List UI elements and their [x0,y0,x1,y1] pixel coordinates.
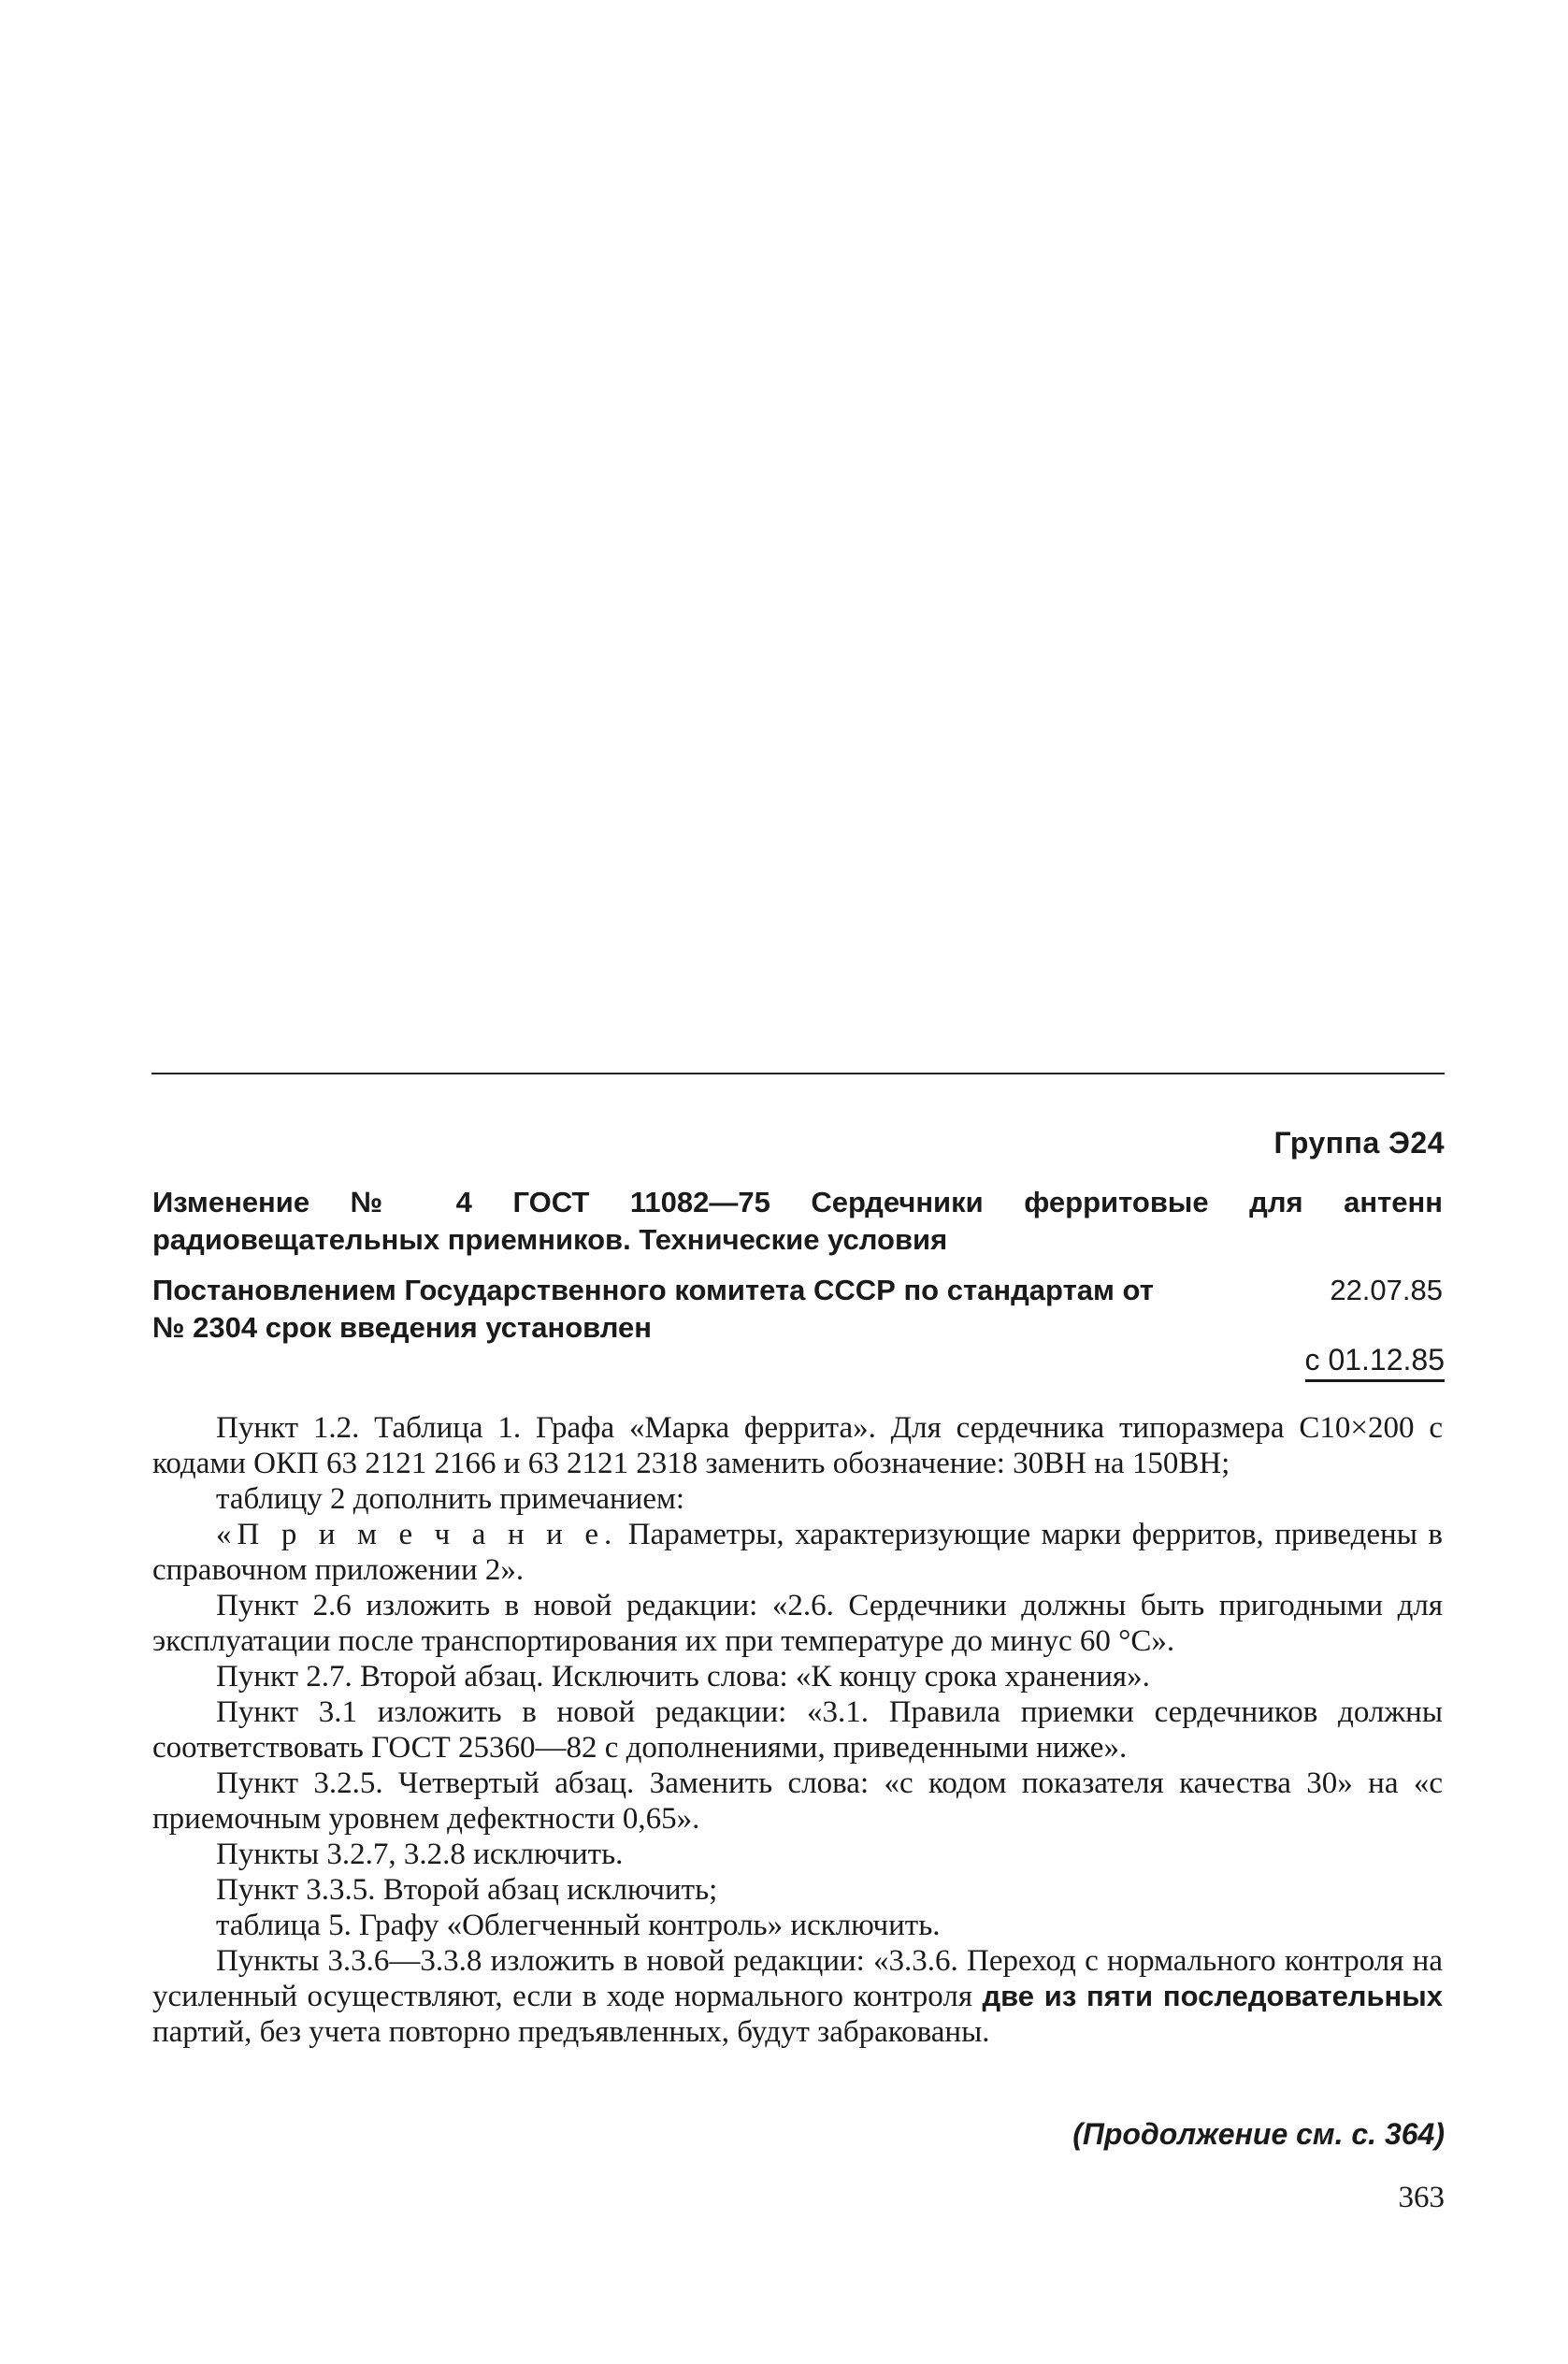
decree-date: 22.07.85 [1330,1274,1443,1306]
paragraph-7: Пункт 3.2.5. Четвертый абзац. Заменить слова: «с кодом показателя качества 30» на «с приемочным уровнем дефектности 0,65». [152,1766,1443,1836]
note-lead: «П р и м е ч а н и е. [216,1518,618,1551]
effective-date: с 01.12.85 [1305,1343,1445,1382]
paragraph-10: таблица 5. Графу «Облегченный контроль» исключить. [216,1909,941,1942]
decree-number-line: № 2304 срок введения установлен [152,1311,653,1344]
continuation-note: (Продолжение см. с. 364) [1072,2117,1445,2151]
decree-block [152,1272,1443,1347]
paragraph-9: Пункт 3.3.5. Второй абзац исключить; [216,1873,718,1907]
document-title: Изменение № 4 ГОСТ 11082—75 Сердечники ферритовые для антенн радиовещательных приемников. Технические условия [152,1186,1443,1256]
note-text: Параметры, характеризующие марки ферритов, приведены в справочном приложении 2». [152,1518,1444,1587]
decree-text: Постановлением Государственного комитета СССР по стандартам от [152,1274,1154,1306]
page-number: 363 [1398,2181,1445,2214]
paragraph-11 [152,1943,1443,2050]
decree-line [152,1272,1443,1309]
paragraph-5: Пункт 2.7. Второй абзац. Исключить слова: «К концу срока хранения». [216,1660,1150,1694]
group-code: Группа Э24 [1273,1126,1445,1160]
paragraph-6: Пункт 3.1 изложить в новой редакции: «3.1. Правила приемки сердечников должны соответствовать ГОСТ 25360—82 с дополнениями, приведенными ниже». [152,1695,1443,1765]
paragraph-11-end: партий, без учета повторно предъявленных, будут забракованы. [152,2015,990,2049]
paragraph-4: Пункт 2.6 изложить в новой редакции: «2.6. Сердечники должны быть пригодными для эксплуатации после транспортирования их при температуре до минус 60 °С». [152,1589,1443,1658]
amendment-body [152,1410,1443,2050]
paragraph-1: Пункт 1.2. Таблица 1. Графа «Марка феррита». Для сердечника типоразмера С10×200 с кодами ОКП 63 2121 2166 и 63 2121 2318 заменить обозначение: 30ВН на 150ВН; [152,1411,1443,1480]
paragraph-11-start: Пункты 3.3.6—3.3.8 изложить в новой редакции: «3.3.6. Переход с нормального контроля на усиленный осуществляют, если в ходе нормального контроля [152,1944,1443,2013]
paragraph-2: таблицу 2 дополнить примечанием: [216,1482,685,1516]
top-divider-line [151,1073,1445,1074]
paragraph-3 [152,1517,1443,1588]
paragraph-8: Пункты 3.2.7, 3.2.8 исключить. [216,1838,624,1871]
paragraph-11-bold: две из пяти последовательных [982,1980,1443,2012]
